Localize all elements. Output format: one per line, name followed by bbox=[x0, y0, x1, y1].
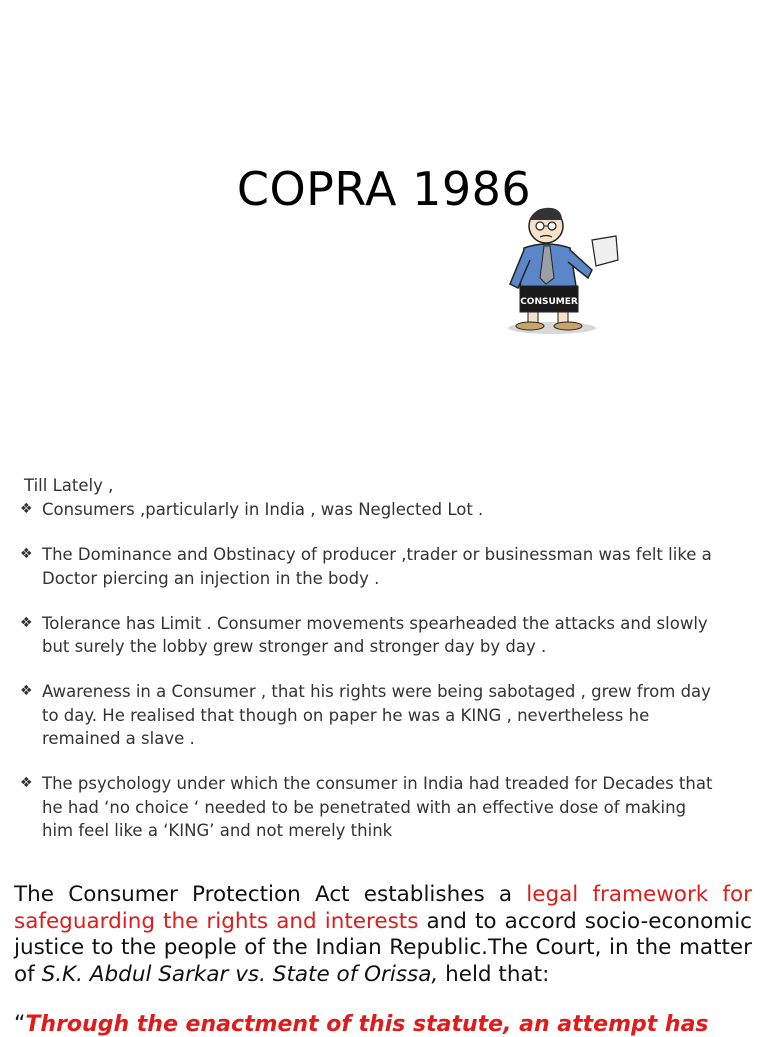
slide-title: COPRA 1986 bbox=[236, 162, 532, 216]
cartoon-label: CONSUMER bbox=[520, 297, 578, 307]
bullet-item: ❖ The Dominance and Obstinacy of producer ,trader or businessman was felt like a Doctor piercing an injection in the body . bbox=[20, 545, 712, 588]
court-quote: “Through the enactment of this statute, an attempt has bbox=[14, 1012, 709, 1037]
diamond-bullet-icon: ❖ bbox=[20, 614, 33, 631]
act-paragraph: The Consumer Protection Act establishes a legal framework for safeguarding the rights and interests and to accord socio-economic justice to the people of the Indian Republic.The Court, in the matter of S.K. Abdul Sarkar vs. State of Orissa, held that: bbox=[14, 882, 752, 987]
bullet-list bbox=[20, 498, 720, 864]
highlighted-phrase: legal framework for safeguarding the rights and interests bbox=[14, 882, 752, 934]
diamond-bullet-icon: ❖ bbox=[20, 546, 33, 563]
bullet-item: ❖ The psychology under which the consumer in India had treaded for Decades that he had ‘no choice ‘ needed to be penetrated with an effective dose of making him feel like a ‘KING’ and not merely think bbox=[20, 774, 713, 840]
bullet-item: ❖ Consumers ,particularly in India , was Neglected Lot . bbox=[20, 498, 720, 521]
diamond-bullet-icon: ❖ bbox=[20, 775, 33, 792]
diamond-bullet-icon: ❖ bbox=[20, 501, 33, 517]
intro-text: Till Lately , bbox=[24, 476, 114, 495]
consumer-cartoon bbox=[496, 200, 620, 340]
bullet-item: ❖ Awareness in a Consumer , that his rights were being sabotaged , grew from day to day. He realised that though on paper he was a KING , nevertheless he remained a slave . bbox=[20, 682, 711, 749]
case-name: S.K. Abdul Sarkar vs. State of Orissa, bbox=[41, 961, 439, 987]
diamond-bullet-icon: ❖ bbox=[20, 683, 33, 700]
bullet-item: ❖ Tolerance has Limit . Consumer movements spearheaded the attacks and slowly but surely the lobby grew stronger and stronger day by day . bbox=[20, 613, 708, 657]
